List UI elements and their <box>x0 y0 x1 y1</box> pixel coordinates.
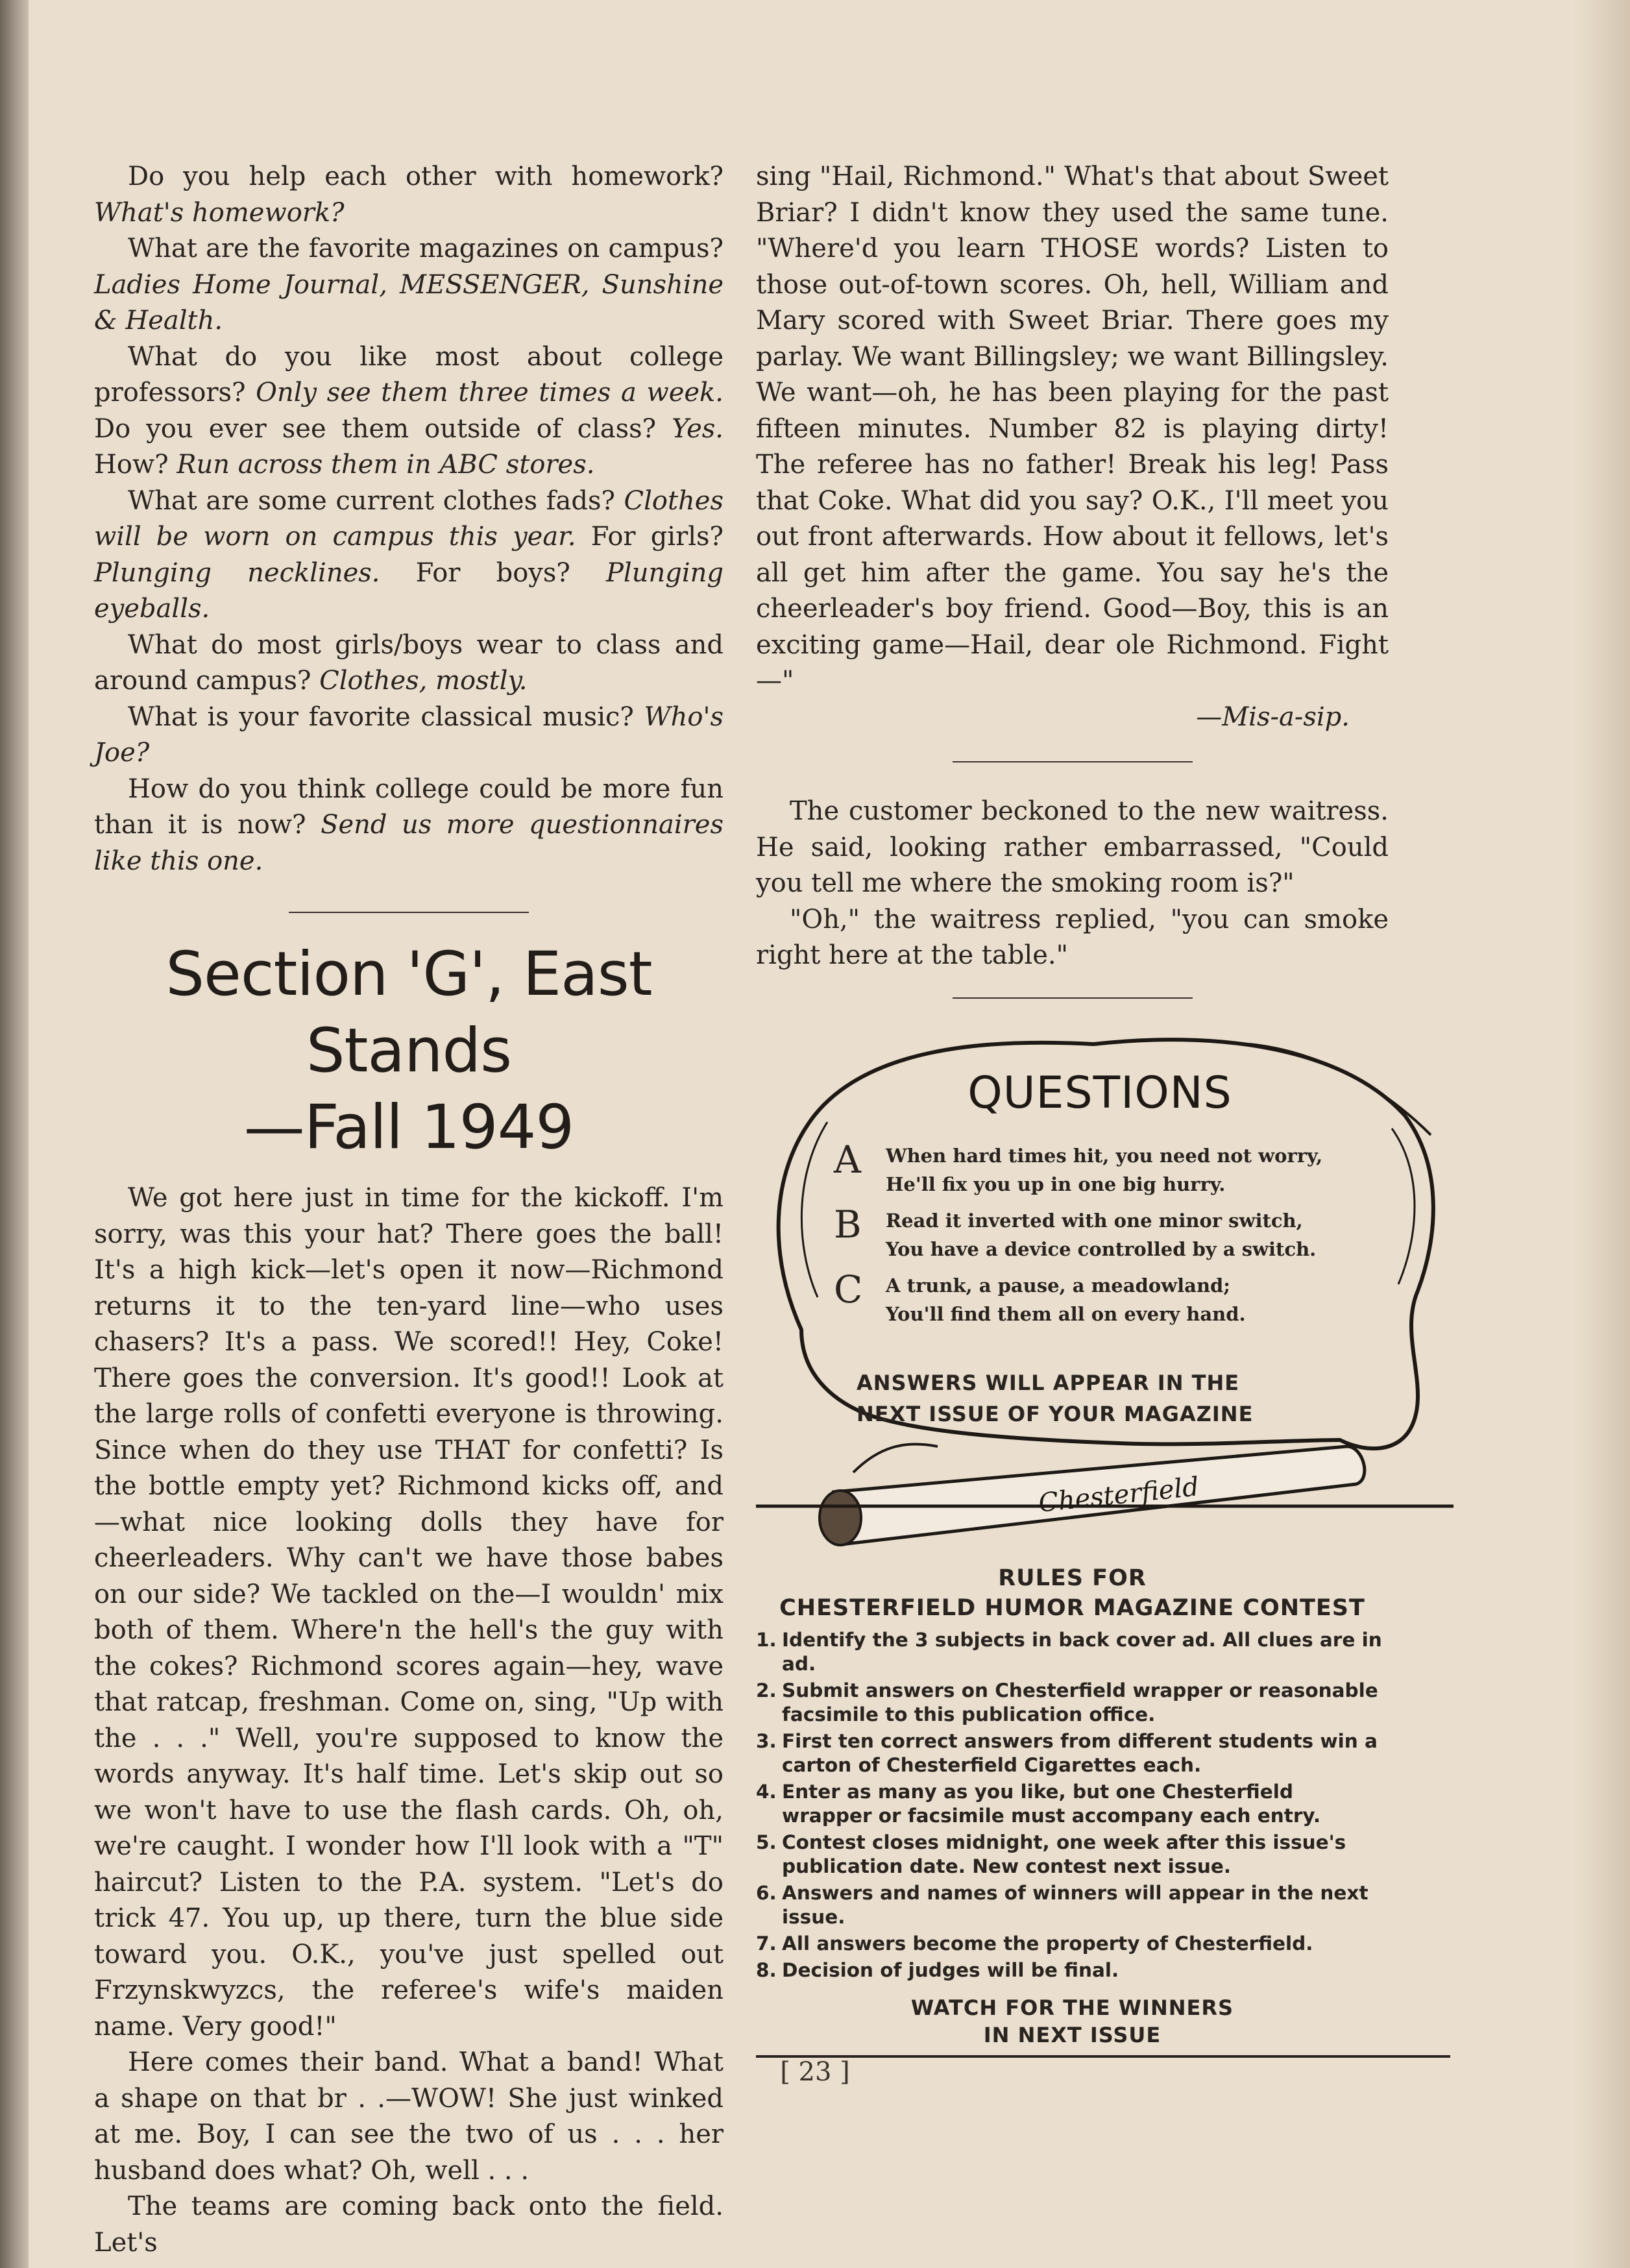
rule-item: 6. Answers and names of winners will appear in the next issue. <box>756 1881 1368 1928</box>
left-column <box>94 159 724 2261</box>
question-c: C A trunk, a pause, a meadowland; You'll find them all on every hand. <box>834 1267 1246 1325</box>
question-b: B Read it inverted with one minor switch, You have a device controlled by a switch. <box>834 1202 1317 1260</box>
rule-item: 7. All answers become the property of Chesterfield. <box>756 1932 1313 1955</box>
qa-paragraph: What is your favorite classical music? Who's Joe? <box>94 701 724 768</box>
rule-item: 4. Enter as many as you like, but one Chesterfield wrapper or facsimile must accompany each entry. <box>756 1780 1321 1827</box>
contest-rules <box>756 1563 1389 2058</box>
chesterfield-logo: Chesterfield <box>1037 1471 1200 1518</box>
rule-item: 3. First ten correct answers from different students win a carton of Chesterfield Cigarettes each. <box>756 1729 1378 1776</box>
rule-item: 2. Submit answers on Chesterfield wrapper or reasonable facsimile to this publication office. <box>756 1679 1378 1725</box>
article-headline: Section 'G', East Stands —Fall 1949 <box>165 939 652 1163</box>
book-spine-shadow <box>0 0 29 2268</box>
qa-paragraph: What do most girls/boys wear to class and around campus? Clothes, mostly. <box>94 629 724 696</box>
joke-paragraph: "Oh," the waitress replied, "you can smoke right here at the table." <box>756 904 1389 970</box>
qa-paragraph: What do you like most about college professors? Only see them three times a week. Do you ever see them outside of class? Yes. How? Run across them in ABC stores. <box>94 341 724 480</box>
joke-paragraph: The customer beckoned to the new waitress. He said, looking rather embarrassed, "Could you tell me where the smoking room is?" <box>756 796 1389 898</box>
rule-item: 5. Contest closes midnight, one week after this issue's publication date. New contest next issue. <box>756 1831 1346 1877</box>
rules-list <box>756 1628 1389 1982</box>
story-paragraph: Here comes their band. What a band! What a shape on that br . .—WOW! She just winked at me. Boy, I can see the two of us . . . her husband does what? Oh, well . . . <box>94 2047 724 2186</box>
question-a: A When hard times hit, you need not worry, He'll fix you up in one big hurry. <box>834 1137 1323 1195</box>
qa-paragraph: Do you help each other with homework? What's homework? <box>94 162 724 228</box>
right-column <box>756 159 1389 2058</box>
rules-heading: RULES FOR CHESTERFIELD HUMOR MAGAZINE CONTEST <box>779 1565 1365 1621</box>
qa-paragraph: What are some current clothes fads? Clothes will be worn on campus this year. For girls? Plunging necklines. For boys? Plunging eyeballs. <box>94 485 724 624</box>
questions-title: QUESTIONS <box>967 1067 1232 1119</box>
story-continuation: sing "Hail, Richmond." What's that about Sweet Briar? I didn't know they used the same tune. "Where'd you learn THOSE words? Listen to those out-of-town scores. Oh, hell, William and Mary scored with Sweet Briar. There goes my parlay. We want Billingsley; we want Billingsley. We want—oh, he has been playing for the past fifteen minutes. Number 82 is playing dirty! The referee has no father! Break his leg! Pass that Coke. What did you say? O.K., I'll meet you out front afterwards. How about it fellows, let's all get him after the game. You say he's the cheerleader's boy friend. Good—Boy, this is an exciting game—Hail, dear ole Richmond. Fight—" <box>756 162 1389 696</box>
page-edge-shadow <box>1572 0 1630 2268</box>
qa-paragraph: How do you think college could be more fun than it is now? Send us more questionnaires like this one. <box>94 774 724 876</box>
answers-notice: ANSWERS WILL APPEAR IN THE NEXT ISSUE OF YOUR MAGAZINE <box>857 1370 1254 1426</box>
story-paragraph: We got here just in time for the kickoff. I'm sorry, was this your hat? There goes the ball! It's a high kick—let's open it now—Richmond returns it to the ten-yard line—who uses chasers? It's a pass. We scored!! Hey, Coke! There goes the conversion. It's good!! Look at the large rolls of confetti everyone is throwing. Since when do they use THAT for confetti? Is the bottle empty yet? Richmond kicks off, and—what nice looking dolls they have for cheerleaders. Why can't we have those babes on our side? We tackled on the—I wouldn' mix both of them. Where'n the hell's the guy with the cokes? Richmond scores again—hey, wave that ratcap, freshman. Come on, sing, "Up with the . . ." Well, you're supposed to know the words anyway. It's half time. Let's skip out so we won't have to use the flash cards. Oh, oh, we're caught. I wonder how I'll look with a "T" haircut? Listen to the P.A. system. "Let's do trick 47. You up, up there, turn the blue side toward you. O.K., you've just spelled out Frzynskwyzcs, the referee's wife's maiden name. Very good!" <box>94 1183 724 2042</box>
rule-item: 8. Decision of judges will be final. <box>756 1958 1119 1981</box>
chesterfield-questions-ad <box>756 1025 1454 1563</box>
story-signature: —Mis-a-sip. <box>1196 701 1350 732</box>
watch-for-winners: WATCH FOR THE WINNERS IN NEXT ISSUE <box>910 1995 1234 2047</box>
rule-item: 1. Identify the 3 subjects in back cover ad. All clues are in ad. <box>756 1628 1382 1675</box>
page-number: [ 23 ] <box>780 2057 850 2087</box>
qa-paragraph: What are the favorite magazines on campus? Ladies Home Journal, MESSENGER, Sunshine & Health. <box>94 234 724 335</box>
story-paragraph: The teams are coming back onto the field. Let's <box>94 2191 724 2258</box>
